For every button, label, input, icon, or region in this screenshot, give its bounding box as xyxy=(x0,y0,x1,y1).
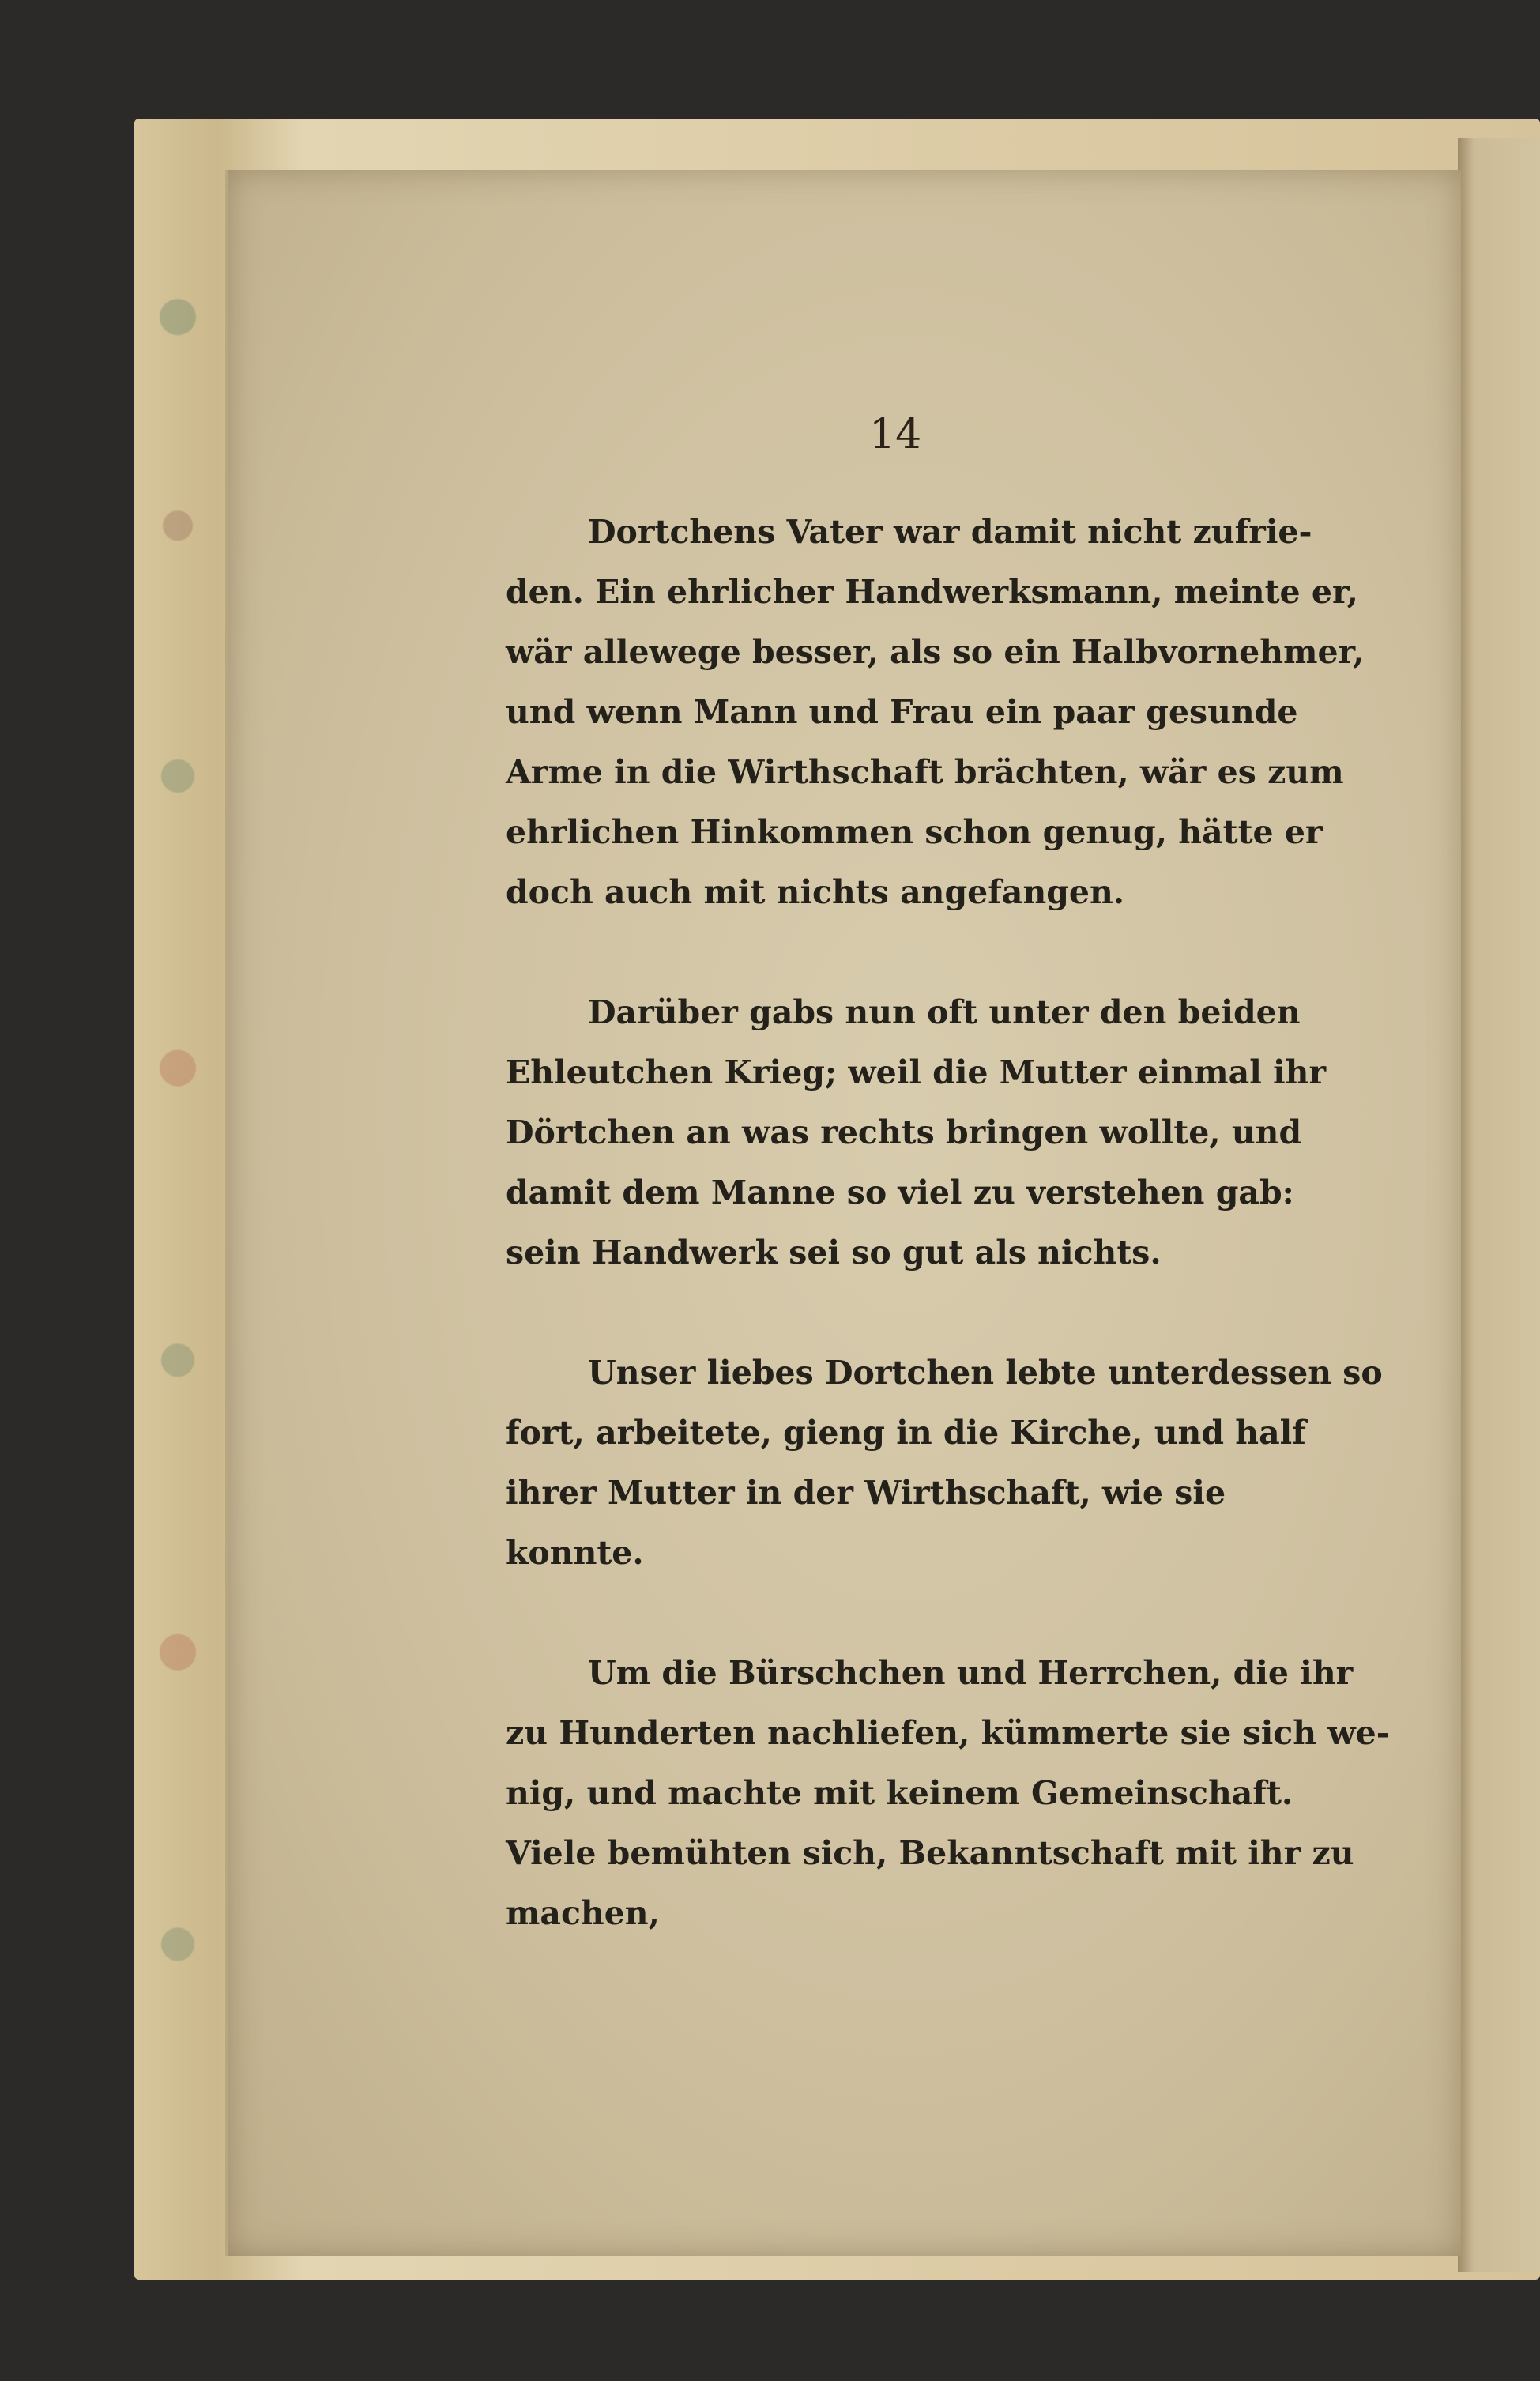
paragraph-4 xyxy=(506,1643,1390,1943)
text-line: zu Hunderten nachliefen, kümmerte sie sich we- xyxy=(506,1714,1390,1752)
catchword: machen, xyxy=(506,1894,660,1932)
text-line: fort, arbeitete, gieng in die Kirche, und half xyxy=(506,1414,1306,1452)
text-line: Um die Bürschchen und Herrchen, die ihr xyxy=(588,1654,1354,1692)
page-number: 14 xyxy=(869,411,922,458)
text-line: damit dem Manne so viel zu verstehen gab: xyxy=(506,1174,1294,1211)
paragraph-2 xyxy=(506,982,1327,1283)
text-line: den. Ein ehrlicher Handwerksmann, meinte er, xyxy=(506,573,1358,611)
marbled-endpaper-pattern xyxy=(138,150,217,2236)
paragraph-1 xyxy=(506,502,1365,922)
text-line: Viele bemühten sich, Bekanntschaft mit ihr zu xyxy=(506,1834,1354,1872)
text-line: Dörtchen an was rechts bringen wollte, und xyxy=(506,1113,1302,1151)
text-line: konnte. xyxy=(506,1534,644,1572)
text-line: ihrer Mutter in der Wirthschaft, wie sie xyxy=(506,1474,1226,1512)
text-line: wär allewege besser, als so ein Halbvornehmer, xyxy=(506,633,1365,671)
text-line: ehrlichen Hinkommen schon genug, hätte er xyxy=(506,813,1323,851)
page-text xyxy=(506,502,1390,1943)
text-line: sein Handwerk sei so gut als nichts. xyxy=(506,1234,1162,1271)
facing-page-edge xyxy=(1458,138,1540,2272)
text-line: Arme in die Wirthschaft brächten, wär es zum xyxy=(506,753,1344,791)
text-line: Darüber gabs nun oft unter den beiden xyxy=(588,993,1301,1031)
paragraph-3 xyxy=(506,1343,1383,1583)
text-line: Ehleutchen Krieg; weil die Mutter einmal ihr xyxy=(506,1053,1327,1091)
text-line: Unser liebes Dortchen lebte unterdessen so xyxy=(588,1354,1383,1392)
text-line: nig, und machte mit keinem Gemeinschaft. xyxy=(506,1774,1293,1812)
text-line: Dortchens Vater war damit nicht zufrie- xyxy=(588,513,1312,551)
text-line: doch auch mit nichts angefangen. xyxy=(506,873,1125,911)
text-line: und wenn Mann und Frau ein paar gesunde xyxy=(506,693,1298,731)
